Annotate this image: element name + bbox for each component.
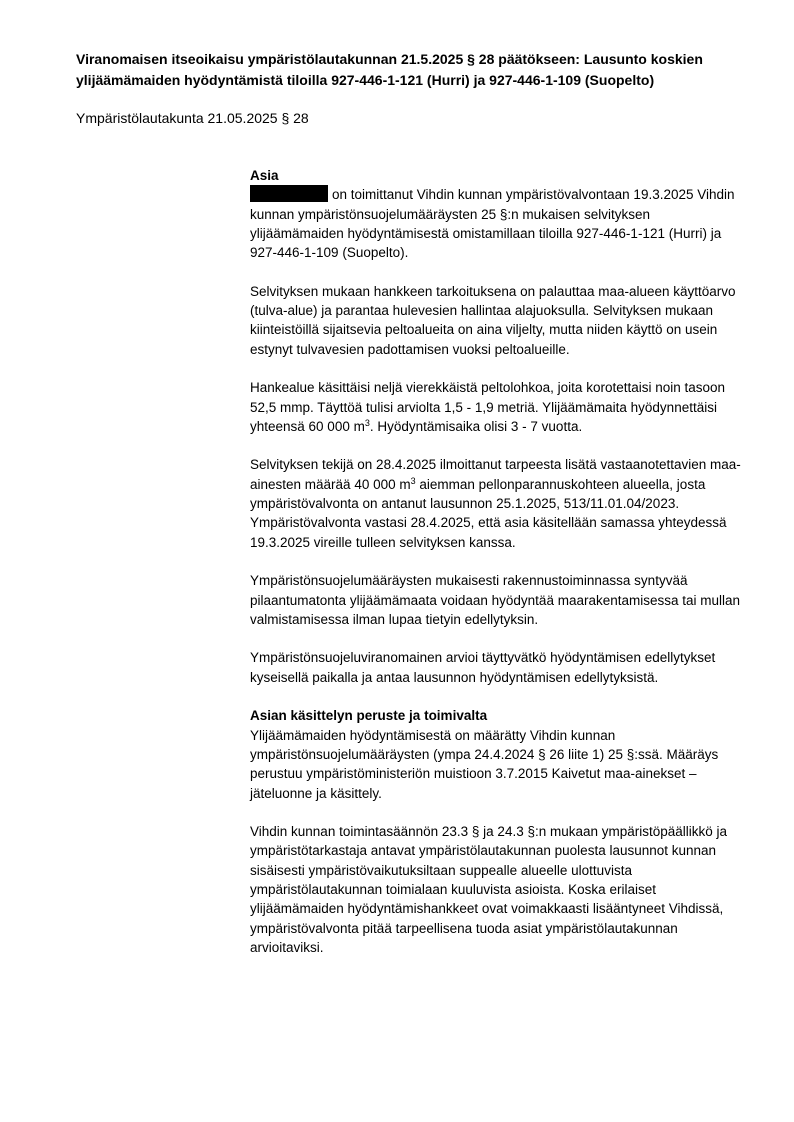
peruste-paragraph-1: Ylijäämämaiden hyödyntämisestä on määrätty Vihdin kunnan ympäristönsuojelumääräysten (ympa 24.4.2024 § 26 liite 1) 25 §:ssä. Määräys perustuu ympäristöministeriön muistioon 3.7.2015 Kaivetut maa-ainekset – jäteluonne ja käsittely. — [250, 727, 719, 801]
cubic-superscript: 3 — [364, 417, 370, 428]
asia-paragraph-6: Ympäristönsuojeluviranomainen arvioi täyttyvätkö hyödyntämisen edellytykset kyseisellä paikalla ja antaa lausunnon hyödyntämisen edellytyksistä. — [250, 650, 716, 685]
asia-paragraph-3-text-b: . Hyödyntämisaika olisi 3 - 7 vuotta. — [369, 418, 583, 434]
asia-paragraph-4-text-a: Selvityksen tekijä on 28.4.2025 ilmoittanut tarpeesta lisätä vastaanotettavien maa-ainesten määrää 40 000 m — [250, 457, 741, 492]
asia-paragraph-4-text-b: aiemman pellonparannuskohteen alueella, josta ympäristövalvonta on antanut lausunnon 25.1.2025, 513/11.01.04/2023. Ympäristövalvonta vastasi 28.4.2025, että asia käsitellään samassa yhteydessä 19.3.2025 vireille tulleen selvityksen kanssa. — [250, 476, 727, 550]
asia-paragraph-2: Selvityksen mukaan hankkeen tarkoituksena on palauttaa maa-alueen käyttöarvo (tulva-alue) ja parantaa hulevesien hallintaa alajuoksulla. Selvityksen mukaan kiinteistöillä sijaitsevia peltoalueita on aina viljelty, mutta niiden käyttö on usein estynyt tulvavesien padottamisen vuoksi peltoalueille. — [250, 283, 736, 357]
asia-paragraph-5: Ympäristönsuojelumääräysten mukaisesti rakennustoiminnassa syntyvää pilaantumatonta ylijäämämaata voidaan hyödyntää maarakentamisessa tai mullan valmistamisessa ilman lupaa tietyin edellytyksin. — [250, 573, 741, 627]
section-heading-asia: Asia — [250, 168, 279, 183]
document-title: Viranomaisen itseoikaisu ympäristölautakunnan 21.5.2025 § 28 päätökseen: Lausunto koskien ylijäämämaiden hyödyntämistä tiloilla 927-446-1-121 (Hurri) ja 927-446-1-109 (Suopelto) — [76, 51, 703, 88]
document-body — [250, 166, 742, 976]
asia-paragraph-1 — [250, 185, 742, 262]
peruste-paragraph-2: Vihdin kunnan toimintasäännön 23.3 § ja 24.3 §:n mukaan ympäristöpäällikkö ja ympäristötarkastaja antavat ympäristölautakunnan puolesta lausunnot kunnan sisäisesti ympäristövaikutuksiltaan suppealle alueelle ulottuvista ympäristölautakunnan toimialaan kuuluvista asioista. Koska erilaiset ylijäämämaiden hyödyntämishankkeet ovat voimakkaasti lisääntyneet Vihdissä, ympäristövalvonta pitää tarpeellisena tuoda asiat ympäristölautakunnan arvioitaviksi. — [250, 824, 728, 955]
asia-paragraph-1-text: on toimittanut Vihdin kunnan ympäristövalvontaan 19.3.2025 Vihdin kunnan ympäristönsuojelumääräysten 25 §:n mukaisen selvityksen ylijäämämaiden hyödyntämisestä omistamillaan tiloilla 927-446-1-121 (Hurri) ja 927-446-1-109 (Suopelto). — [250, 187, 735, 261]
asia-paragraph-3 — [250, 378, 742, 436]
section-heading-peruste: Asian käsittelyn peruste ja toimivalta — [250, 708, 488, 724]
redacted-name-block — [250, 185, 328, 202]
meeting-reference: Ympäristölautakunta 21.05.2025 § 28 — [76, 110, 309, 126]
asia-paragraph-3-text-a: Hankealue käsittäisi neljä vierekkäistä peltolohkoa, joita korotettaisi noin tasoon 52,5 mmp. Täyttöä tulisi arviolta 1,5 - 1,9 metriä. Ylijäämämaita hyödynnettäisi yhteensä 60 000 m — [250, 380, 726, 434]
asia-paragraph-4 — [250, 455, 742, 551]
cubic-superscript: 3 — [410, 475, 416, 486]
